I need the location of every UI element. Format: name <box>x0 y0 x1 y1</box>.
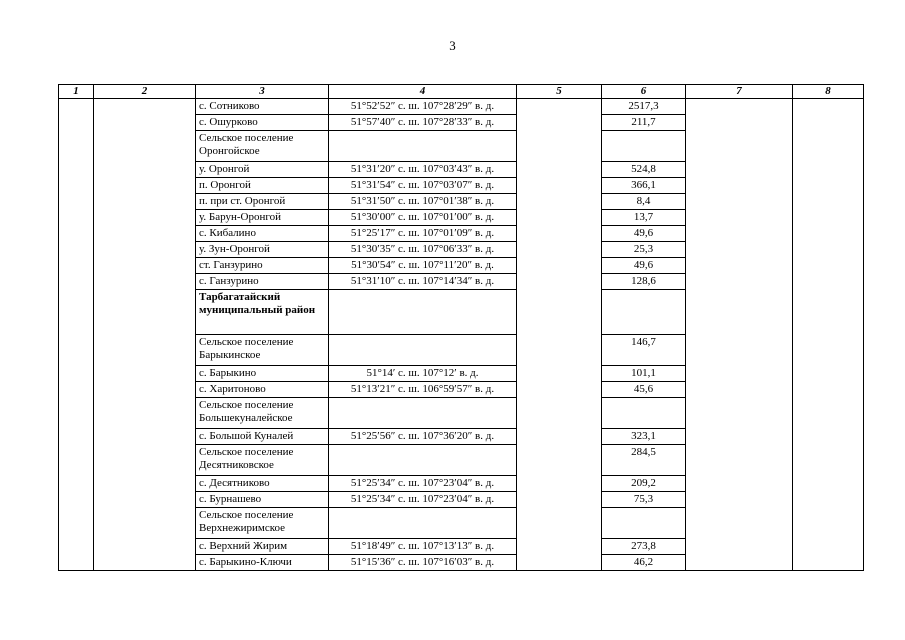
settlement-name: с. Ошурково <box>196 115 329 131</box>
coordinates: 51°25′34″ с. ш. 107°23′04″ в. д. <box>329 476 517 492</box>
col-header-2: 2 <box>94 85 196 99</box>
coordinates: 51°18′49″ с. ш. 107°13′13″ в. д. <box>329 539 517 555</box>
settlement-name: с. Верхний Жирим <box>196 539 329 555</box>
coordinates: 51°30′54″ с. ш. 107°11′20″ в. д. <box>329 258 517 274</box>
coordinates <box>329 398 517 429</box>
value: 323,1 <box>602 429 686 445</box>
coordinates <box>329 445 517 476</box>
settlement-name: Сельское поселение Большекуналейское <box>196 398 329 429</box>
col-8-cell <box>793 99 864 571</box>
table-row <box>59 99 864 115</box>
settlement-name: у. Зун-Оронгой <box>196 242 329 258</box>
coordinates: 51°31′50″ с. ш. 107°01′38″ в. д. <box>329 194 517 210</box>
settlement-name: с. Харитоново <box>196 382 329 398</box>
value: 209,2 <box>602 476 686 492</box>
settlement-name: у. Барун-Оронгой <box>196 210 329 226</box>
coordinates: 51°13′21″ с. ш. 106°59′57″ в. д. <box>329 382 517 398</box>
value: 273,8 <box>602 539 686 555</box>
value: 25,3 <box>602 242 686 258</box>
value: 128,6 <box>602 274 686 290</box>
coordinates: 51°30′00″ с. ш. 107°01′00″ в. д. <box>329 210 517 226</box>
coordinates: 51°14′ с. ш. 107°12′ в. д. <box>329 366 517 382</box>
col-header-5: 5 <box>517 85 602 99</box>
value: 366,1 <box>602 178 686 194</box>
settlement-name: с. Ганзурино <box>196 274 329 290</box>
coordinates: 51°57′40″ с. ш. 107°28′33″ в. д. <box>329 115 517 131</box>
coordinates: 51°25′17″ с. ш. 107°01′09″ в. д. <box>329 226 517 242</box>
settlement-name: с. Сотниково <box>196 99 329 115</box>
settlement-name: Сельское поселение Десятниковское <box>196 445 329 476</box>
col-1-cell <box>59 99 94 571</box>
value <box>602 290 686 335</box>
settlement-name: ст. Ганзурино <box>196 258 329 274</box>
settlement-name: с. Барыкино <box>196 366 329 382</box>
value: 45,6 <box>602 382 686 398</box>
coordinates <box>329 508 517 539</box>
col-header-8: 8 <box>793 85 864 99</box>
value: 49,6 <box>602 226 686 242</box>
settlement-name: с. Бурнашево <box>196 492 329 508</box>
col-5-cell <box>517 99 602 571</box>
settlement-name: п. Оронгой <box>196 178 329 194</box>
value: 75,3 <box>602 492 686 508</box>
value: 2517,3 <box>602 99 686 115</box>
settlement-name: Сельское поселение Верхнежиримское <box>196 508 329 539</box>
value: 46,2 <box>602 555 686 571</box>
coordinates: 51°25′34″ с. ш. 107°23′04″ в. д. <box>329 492 517 508</box>
settlement-name: п. при ст. Оронгой <box>196 194 329 210</box>
value: 101,1 <box>602 366 686 382</box>
value <box>602 508 686 539</box>
col-header-4: 4 <box>329 85 517 99</box>
coordinates: 51°52′52″ с. ш. 107°28′29″ в. д. <box>329 99 517 115</box>
coordinates: 51°31′54″ с. ш. 107°03′07″ в. д. <box>329 178 517 194</box>
coordinates <box>329 335 517 366</box>
settlement-name: у. Оронгой <box>196 162 329 178</box>
settlement-name: с. Барыкино-Ключи <box>196 555 329 571</box>
district-name: Тарбагатайский муниципальный район <box>196 290 329 335</box>
coordinates <box>329 131 517 162</box>
coordinates: 51°15′36″ с. ш. 107°16′03″ в. д. <box>329 555 517 571</box>
coordinates: 51°31′10″ с. ш. 107°14′34″ в. д. <box>329 274 517 290</box>
header-row <box>59 85 864 99</box>
settlement-name: Сельское поселение Оронгойское <box>196 131 329 162</box>
value: 284,5 <box>602 445 686 476</box>
settlement-name: Сельское поселение Барыкинское <box>196 335 329 366</box>
value: 8,4 <box>602 194 686 210</box>
value <box>602 398 686 429</box>
coordinates <box>329 290 517 335</box>
col-header-7: 7 <box>686 85 793 99</box>
col-header-1: 1 <box>59 85 94 99</box>
page-number: 3 <box>449 38 456 53</box>
settlements-table <box>58 84 864 571</box>
settlement-name: с. Кибалино <box>196 226 329 242</box>
value: 211,7 <box>602 115 686 131</box>
col-7-cell <box>686 99 793 571</box>
coordinates: 51°25′56″ с. ш. 107°36′20″ в. д. <box>329 429 517 445</box>
value <box>602 131 686 162</box>
value: 524,8 <box>602 162 686 178</box>
col-2-cell <box>94 99 196 571</box>
coordinates: 51°31′20″ с. ш. 107°03′43″ в. д. <box>329 162 517 178</box>
coordinates: 51°30′35″ с. ш. 107°06′33″ в. д. <box>329 242 517 258</box>
value: 13,7 <box>602 210 686 226</box>
settlement-name: с. Большой Куналей <box>196 429 329 445</box>
col-header-3: 3 <box>196 85 329 99</box>
col-header-6: 6 <box>602 85 686 99</box>
value: 146,7 <box>602 335 686 366</box>
settlement-name: с. Десятниково <box>196 476 329 492</box>
value: 49,6 <box>602 258 686 274</box>
